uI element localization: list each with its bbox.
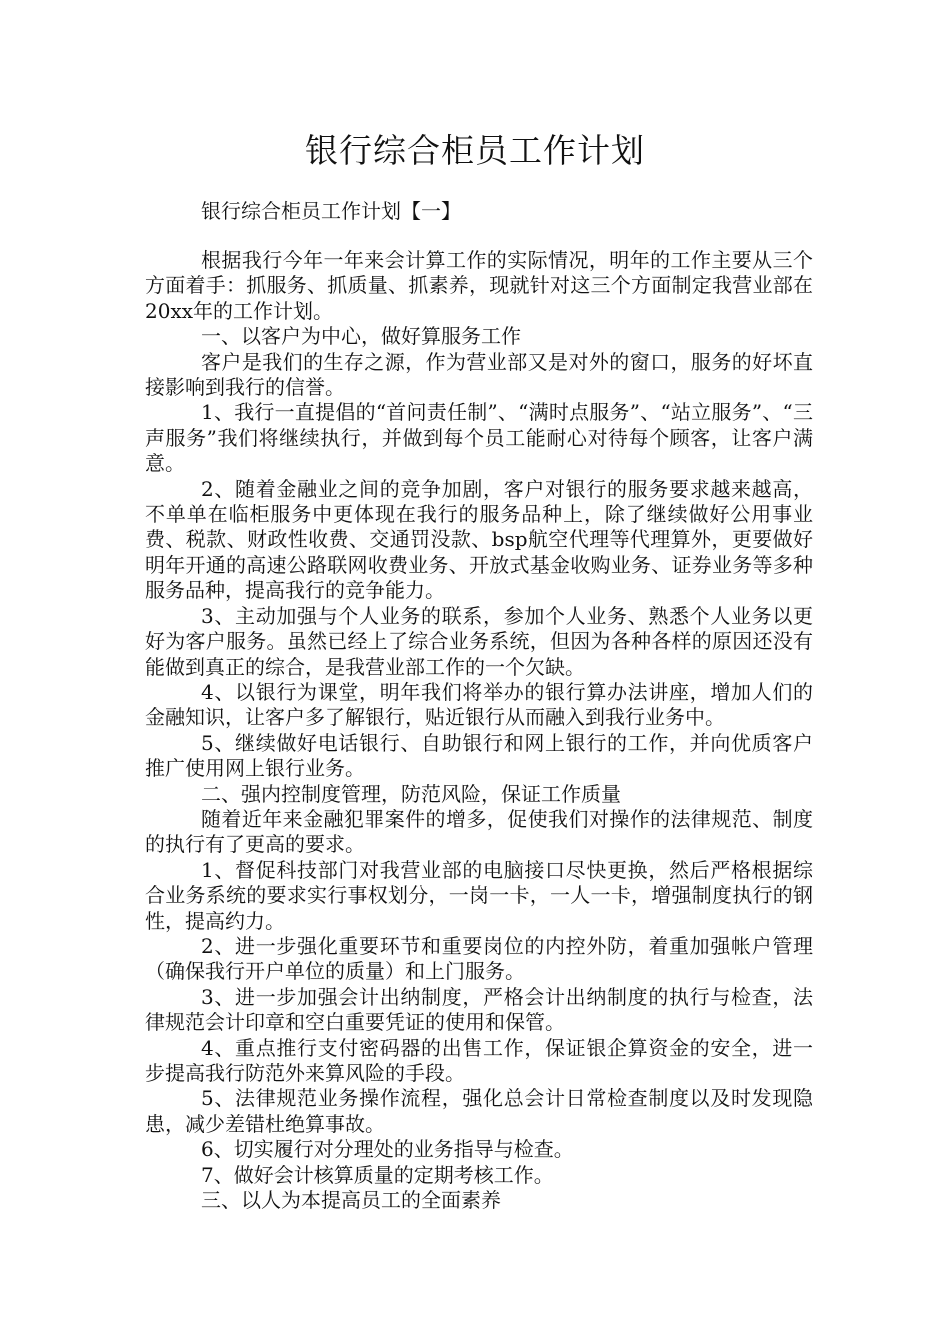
list-item: 4、重点推行支付密码器的出售工作，保证银企算资金的安全，进一步提高我行防范外来算风险的手段。 bbox=[145, 1035, 813, 1085]
section-heading-3: 三、以人为本提高员工的全面素养 bbox=[201, 1188, 501, 1213]
list-item: 5、法律规范业务操作流程，强化总会计日常检查制度以及时发现隐患，减少差错杜绝算事故。 bbox=[145, 1086, 813, 1136]
paragraph: 客户是我们的生存之源，作为营业部又是对外的窗口，服务的好坏直接影响到我行的信誉。 bbox=[145, 349, 813, 400]
list-item: 2、随着金融业之间的竞争加剧，客户对银行的服务要求越来越高，不单单在临柜服务中更体现在我行的服务品种上，除了继续做好公用事业费、税款、财政性收费、交通罚没款、bsp航空代理等代理算外，更要做好明年开通的高速公路联网收费业务、开放式基金收购业务、证券业务等多种服务品种，提高我行的竞争能力。 bbox=[145, 476, 813, 603]
list-item: 4、以银行为课堂，明年我们将举办的银行算办法讲座，增加人们的金融知识，让客户多了解银行，贴近银行从而融入到我行业务中。 bbox=[145, 679, 813, 730]
list-item: 6、切实履行对分理处的业务指导与检查。 bbox=[201, 1137, 574, 1162]
document-title: 银行综合柜员工作计划 bbox=[305, 131, 645, 170]
list-item: 2、进一步强化重要环节和重要岗位的内控外防，着重加强帐户管理（确保我行开户单位的质量）和上门服务。 bbox=[145, 933, 813, 984]
list-item: 3、进一步加强会计出纳制度，严格会计出纳制度的执行与检查，法律规范会计印章和空白重要凭证的使用和保管。 bbox=[145, 984, 813, 1035]
paragraph: 随着近年来金融犯罪案件的增多，促使我们对操作的法律规范、制度的执行有了更高的要求。 bbox=[145, 806, 813, 857]
section-heading-2: 二、强内控制度管理，防范风险，保证工作质量 bbox=[201, 781, 621, 806]
document-body bbox=[145, 248, 813, 1213]
list-item: 5、继续做好电话银行、自助银行和网上银行的工作，并向优质客户推广使用网上银行业务。 bbox=[145, 730, 813, 781]
list-item: 1、督促科技部门对我营业部的电脑接口尽快更换，然后严格根据综合业务系统的要求实行事权划分，一岗一卡，一人一卡，增强制度执行的钢性，提高约力。 bbox=[145, 857, 813, 933]
paragraph-intro: 根据我行今年一年来会计算工作的实际情况，明年的工作主要从三个方面着手：抓服务、抓质量、抓素养，现就针对这三个方面制定我营业部在20xx年的工作计划。 bbox=[145, 248, 813, 323]
document-subtitle: 银行综合柜员工作计划【一】 bbox=[201, 199, 461, 223]
list-item: 3、主动加强与个人业务的联系，参加个人业务、熟悉个人业务以更好为客户服务。虽然已经上了综合业务系统，但因为各种各样的原因还没有能做到真正的综合，是我营业部工作的一个欠缺。 bbox=[145, 603, 813, 679]
section-heading-1: 一、以客户为中心，做好算服务工作 bbox=[201, 324, 521, 349]
list-item: 7、做好会计核算质量的定期考核工作。 bbox=[201, 1162, 554, 1187]
list-item: 1、我行一直提倡的“首问责任制”、“满时点服务”、“站立服务”、“三声服务”我们将继续执行，并做到每个员工能耐心对待每个顾客，让客户满意。 bbox=[145, 400, 813, 476]
